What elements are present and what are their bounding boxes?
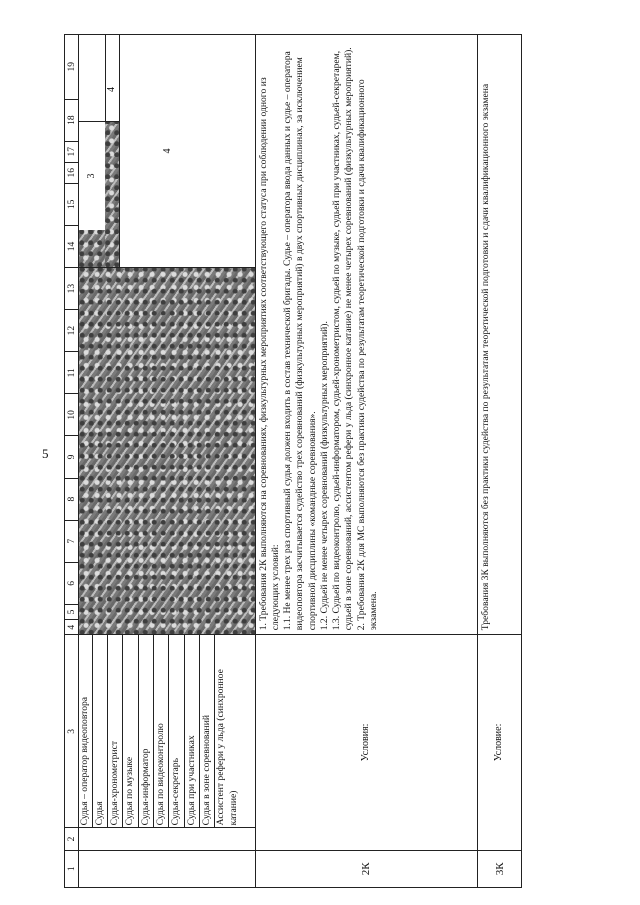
- column-number: 18: [65, 99, 79, 141]
- requirement-text: 1. Требования 2К выполняются на соревнованиях, физкультурных мероприятиях соответствующего статуса при соблюдении одного из следующих условий:: [257, 77, 281, 631]
- judge-mark-box: [105, 35, 120, 267]
- judge-mark: 4: [106, 87, 118, 92]
- judge-roles-list: [79, 635, 255, 828]
- requirements-2k: [255, 35, 478, 635]
- rank-2k: 2К: [255, 850, 478, 887]
- row-3k: [478, 35, 522, 888]
- rotated-table-sheet: [64, 34, 522, 888]
- column-number-row: [65, 35, 79, 888]
- cell-divider: [105, 121, 119, 122]
- column-number: 17: [65, 141, 79, 162]
- column-number: 19: [65, 35, 79, 100]
- role-item: Судья: [93, 635, 108, 827]
- column-number: 13: [65, 268, 79, 310]
- requirement-text: 1.1. Не менее трех раз спортивный судья должен входить в состав технической бригады. Судье – оператора ввода данных и судье – оператора видеоповтора засчитывается судейство трех соревнований (физкультурных мероприятий) в двух спортивных дисциплинах, за исключением спортивной дисциплины «командные соревнования».: [282, 51, 318, 631]
- column-number: 1: [65, 850, 79, 887]
- column-number: 2: [65, 828, 79, 850]
- requirements-3k: [478, 35, 522, 635]
- role-item: Судья по видеоконтролю: [154, 635, 169, 827]
- event-count-cells: [79, 35, 255, 268]
- roles-row: [79, 35, 255, 888]
- column-number: 6: [65, 562, 79, 604]
- column-number: 15: [65, 183, 79, 225]
- column-number: 4: [65, 620, 79, 635]
- qualification-requirements-table: [64, 34, 522, 888]
- row-2k: [255, 35, 478, 888]
- rank-3k: 3К: [478, 850, 522, 887]
- shaded-not-applicable-area: [79, 268, 255, 635]
- role-item: Судья-секретарь: [169, 635, 184, 827]
- page-number: 5: [42, 446, 49, 461]
- column-number: 9: [65, 436, 79, 478]
- role-item: Судья – оператор видеоповтора: [79, 635, 93, 827]
- empty-cell: [79, 828, 255, 850]
- column-number: 3: [65, 635, 79, 828]
- column-number: 5: [65, 604, 79, 619]
- column-number: 10: [65, 394, 79, 436]
- role-item: Судья-информатор: [139, 635, 154, 827]
- role-item: Судья при участниках: [185, 635, 200, 827]
- shaded-cell: [105, 122, 119, 267]
- cell-divider: [79, 121, 105, 122]
- column-number: 8: [65, 478, 79, 520]
- role-item: Ассистент рефери у льда (синхронное катание): [215, 669, 239, 826]
- condition-label: Условие:: [478, 635, 522, 850]
- condition-label: Условия:: [255, 635, 478, 850]
- column-number: 11: [65, 352, 79, 394]
- rank-cell-empty: [79, 850, 255, 887]
- column-number: 12: [65, 310, 79, 352]
- shaded-cell: [79, 230, 105, 267]
- column-number: 16: [65, 162, 79, 183]
- role-item: Судья по музыке: [123, 635, 138, 827]
- requirement-text: 2. Требования 2К для МС выполняются без практики судейства по результатам теоретической подготовки и сдачи квалификационного экзамена.: [355, 79, 379, 631]
- operator-mark: 3: [86, 173, 98, 179]
- role-item: Судья в зоне соревнований: [200, 635, 215, 827]
- column-number: 14: [65, 225, 79, 267]
- operator-mark-box: [79, 35, 106, 267]
- requirement-text: 1.3. Судьей по видеоконтролю, судьей-информатором, судьей-хронометристом, судьей по музыке, судьей при участниках, судьей-секретарем, судьей в зоне соревнований, ассистентом рефери у льда (синхронное катание) не менее четырех соревнований (физкультурных мероприятий).: [331, 47, 355, 631]
- role-item: Судья-хронометрист: [108, 635, 123, 827]
- column-number: 7: [65, 520, 79, 562]
- requirement-text: 1.2. Судьей не менее четырех соревнований (физкультурных мероприятий).: [318, 321, 330, 631]
- other-roles-mark: 4: [162, 148, 174, 154]
- requirement-text: Требования 3К выполняются без практики судейства по результатам теоретической подготовки и сдачи квалификационного экзамена: [480, 83, 492, 631]
